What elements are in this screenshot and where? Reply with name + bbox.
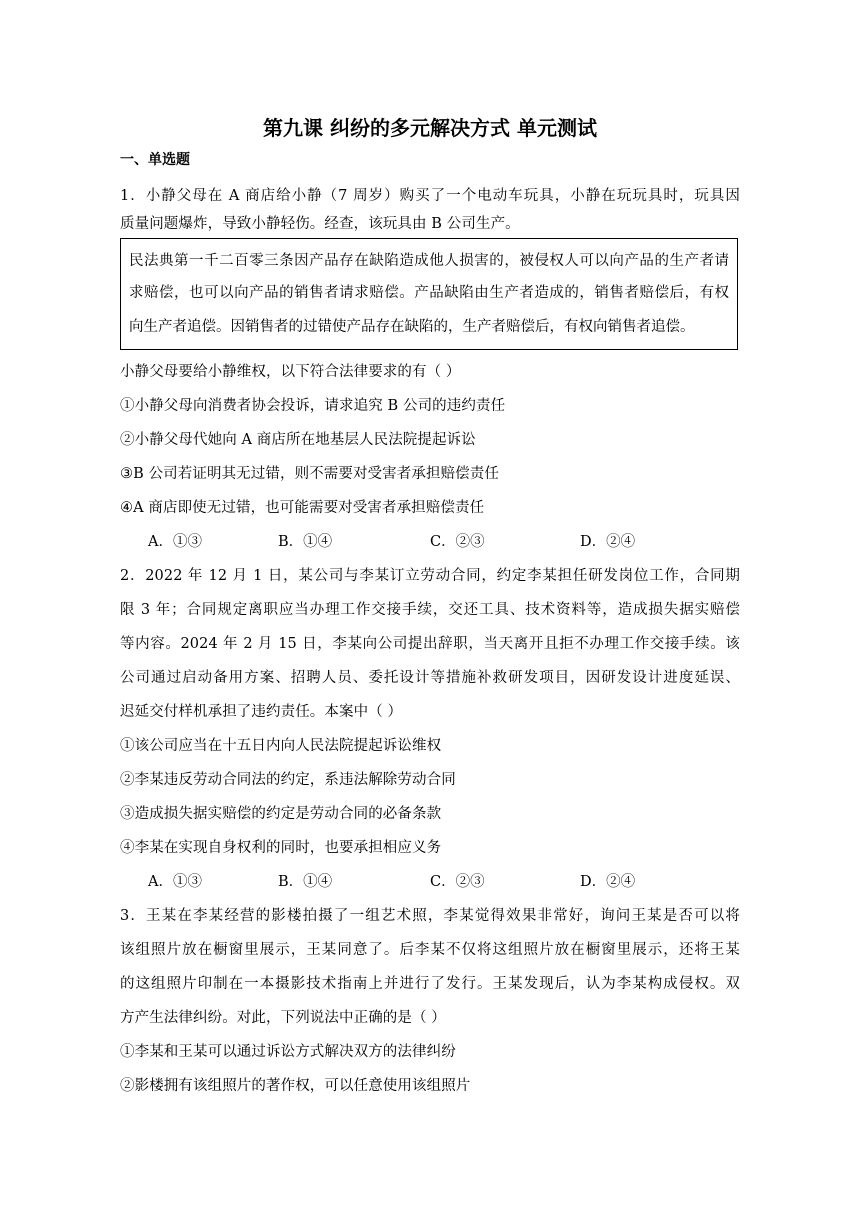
section-heading: 一、单选题 <box>120 152 190 168</box>
q2-stem-line: 等内容。2024 年 2 月 15 日，李某向公司提出辞职，当天离开且拒不办理工作交接手续。该 <box>120 636 740 652</box>
q2-item: ④李某在实现自身权利的同时，也要承担相应义务 <box>120 840 442 856</box>
q2-item: ③造成损失据实赔偿的约定是劳动合同的必备条款 <box>120 806 442 822</box>
q2-option-b: B．①④ <box>278 874 333 890</box>
q1-stem-line: 质量问题爆炸，导致小静轻伤。经查，该玩具由 B 公司生产。 <box>120 216 520 232</box>
q1-option-b: B．①④ <box>278 534 333 550</box>
q1-box-line: 求赔偿，也可以向产品的销售者请求赔偿。产品缺陷由生产者造成的，销售者赔偿后，有权 <box>129 285 729 301</box>
q2-option-c: C．②③ <box>430 874 485 890</box>
q2-option-d: D．②④ <box>580 874 636 890</box>
q1-option-d: D．②④ <box>580 534 636 550</box>
q2-item: ②李某违反劳动合同法的约定，系违法解除劳动合同 <box>120 772 456 788</box>
document-title: 第九课 纠纷的多元解决方式 单元测试 <box>263 116 597 140</box>
q1-box-line: 民法典第一千二百零三条因产品存在缺陷造成他人损害的，被侵权人可以向产品的生产者请 <box>129 253 729 269</box>
q2-option-a: A．①③ <box>148 874 202 890</box>
q1-legal-excerpt-box <box>120 238 738 350</box>
q3-stem-line: 3．王某在李某经营的影楼拍摄了一组艺术照，李某觉得效果非常好，询问王某是否可以将 <box>120 908 740 924</box>
q1-item: ④A 商店即使无过错，也可能需要对受害者承担赔偿责任 <box>120 500 485 516</box>
q1-item: ②小静父母代她向 A 商店所在地基层人民法院提起诉讼 <box>120 432 476 448</box>
q1-option-a: A．①③ <box>148 534 202 550</box>
q2-stem-line: 迟延交付样机承担了违约责任。本案中（ ） <box>120 704 403 720</box>
q1-option-c: C．②③ <box>430 534 485 550</box>
q1-question: 小静父母要给小静维权，以下符合法律要求的有（ ） <box>120 364 461 380</box>
q3-stem-line: 该组照片放在橱窗里展示，王某同意了。后李某不仅将这组照片放在橱窗里展示，还将王某 <box>120 942 740 958</box>
q2-stem-line: 2．2022 年 12 月 1 日，某公司与李某订立劳动合同，约定李某担任研发岗位工作，合同期 <box>120 568 740 584</box>
q3-item: ②影楼拥有该组照片的著作权，可以任意使用该组照片 <box>120 1078 471 1094</box>
q2-item: ①该公司应当在十五日内向人民法院提起诉讼维权 <box>120 738 442 754</box>
q1-box-line: 向生产者追偿。因销售者的过错使产品存在缺陷的，生产者赔偿后，有权向销售者追偿。 <box>129 319 695 335</box>
q1-item: ①小静父母向消费者协会投诉，请求追究 B 公司的违约责任 <box>120 398 506 414</box>
q1-stem-line: 1．小静父母在 A 商店给小静（7 周岁）购买了一个电动车玩具，小静在玩玩具时，玩具因 <box>120 188 740 204</box>
q2-stem-line: 限 3 年；合同规定离职应当办理工作交接手续，交还工具、技术资料等，造成损失据实赔偿 <box>120 602 740 618</box>
q3-item: ①李某和王某可以通过诉讼方式解决双方的法律纠纷 <box>120 1044 456 1060</box>
q1-item: ③B 公司若证明其无过错，则不需要对受害者承担赔偿责任 <box>120 466 499 482</box>
q3-stem-line: 方产生法律纠纷。对此，下列说法中正确的是（ ） <box>120 1010 446 1026</box>
q3-stem-line: 的这组照片印制在一本摄影技术指南上并进行了发行。王某发现后，认为李某构成侵权。双 <box>120 976 740 992</box>
q2-stem-line: 公司通过启动备用方案、招聘人员、委托设计等措施补救研发项目，因研发设计进度延误、 <box>120 670 740 686</box>
